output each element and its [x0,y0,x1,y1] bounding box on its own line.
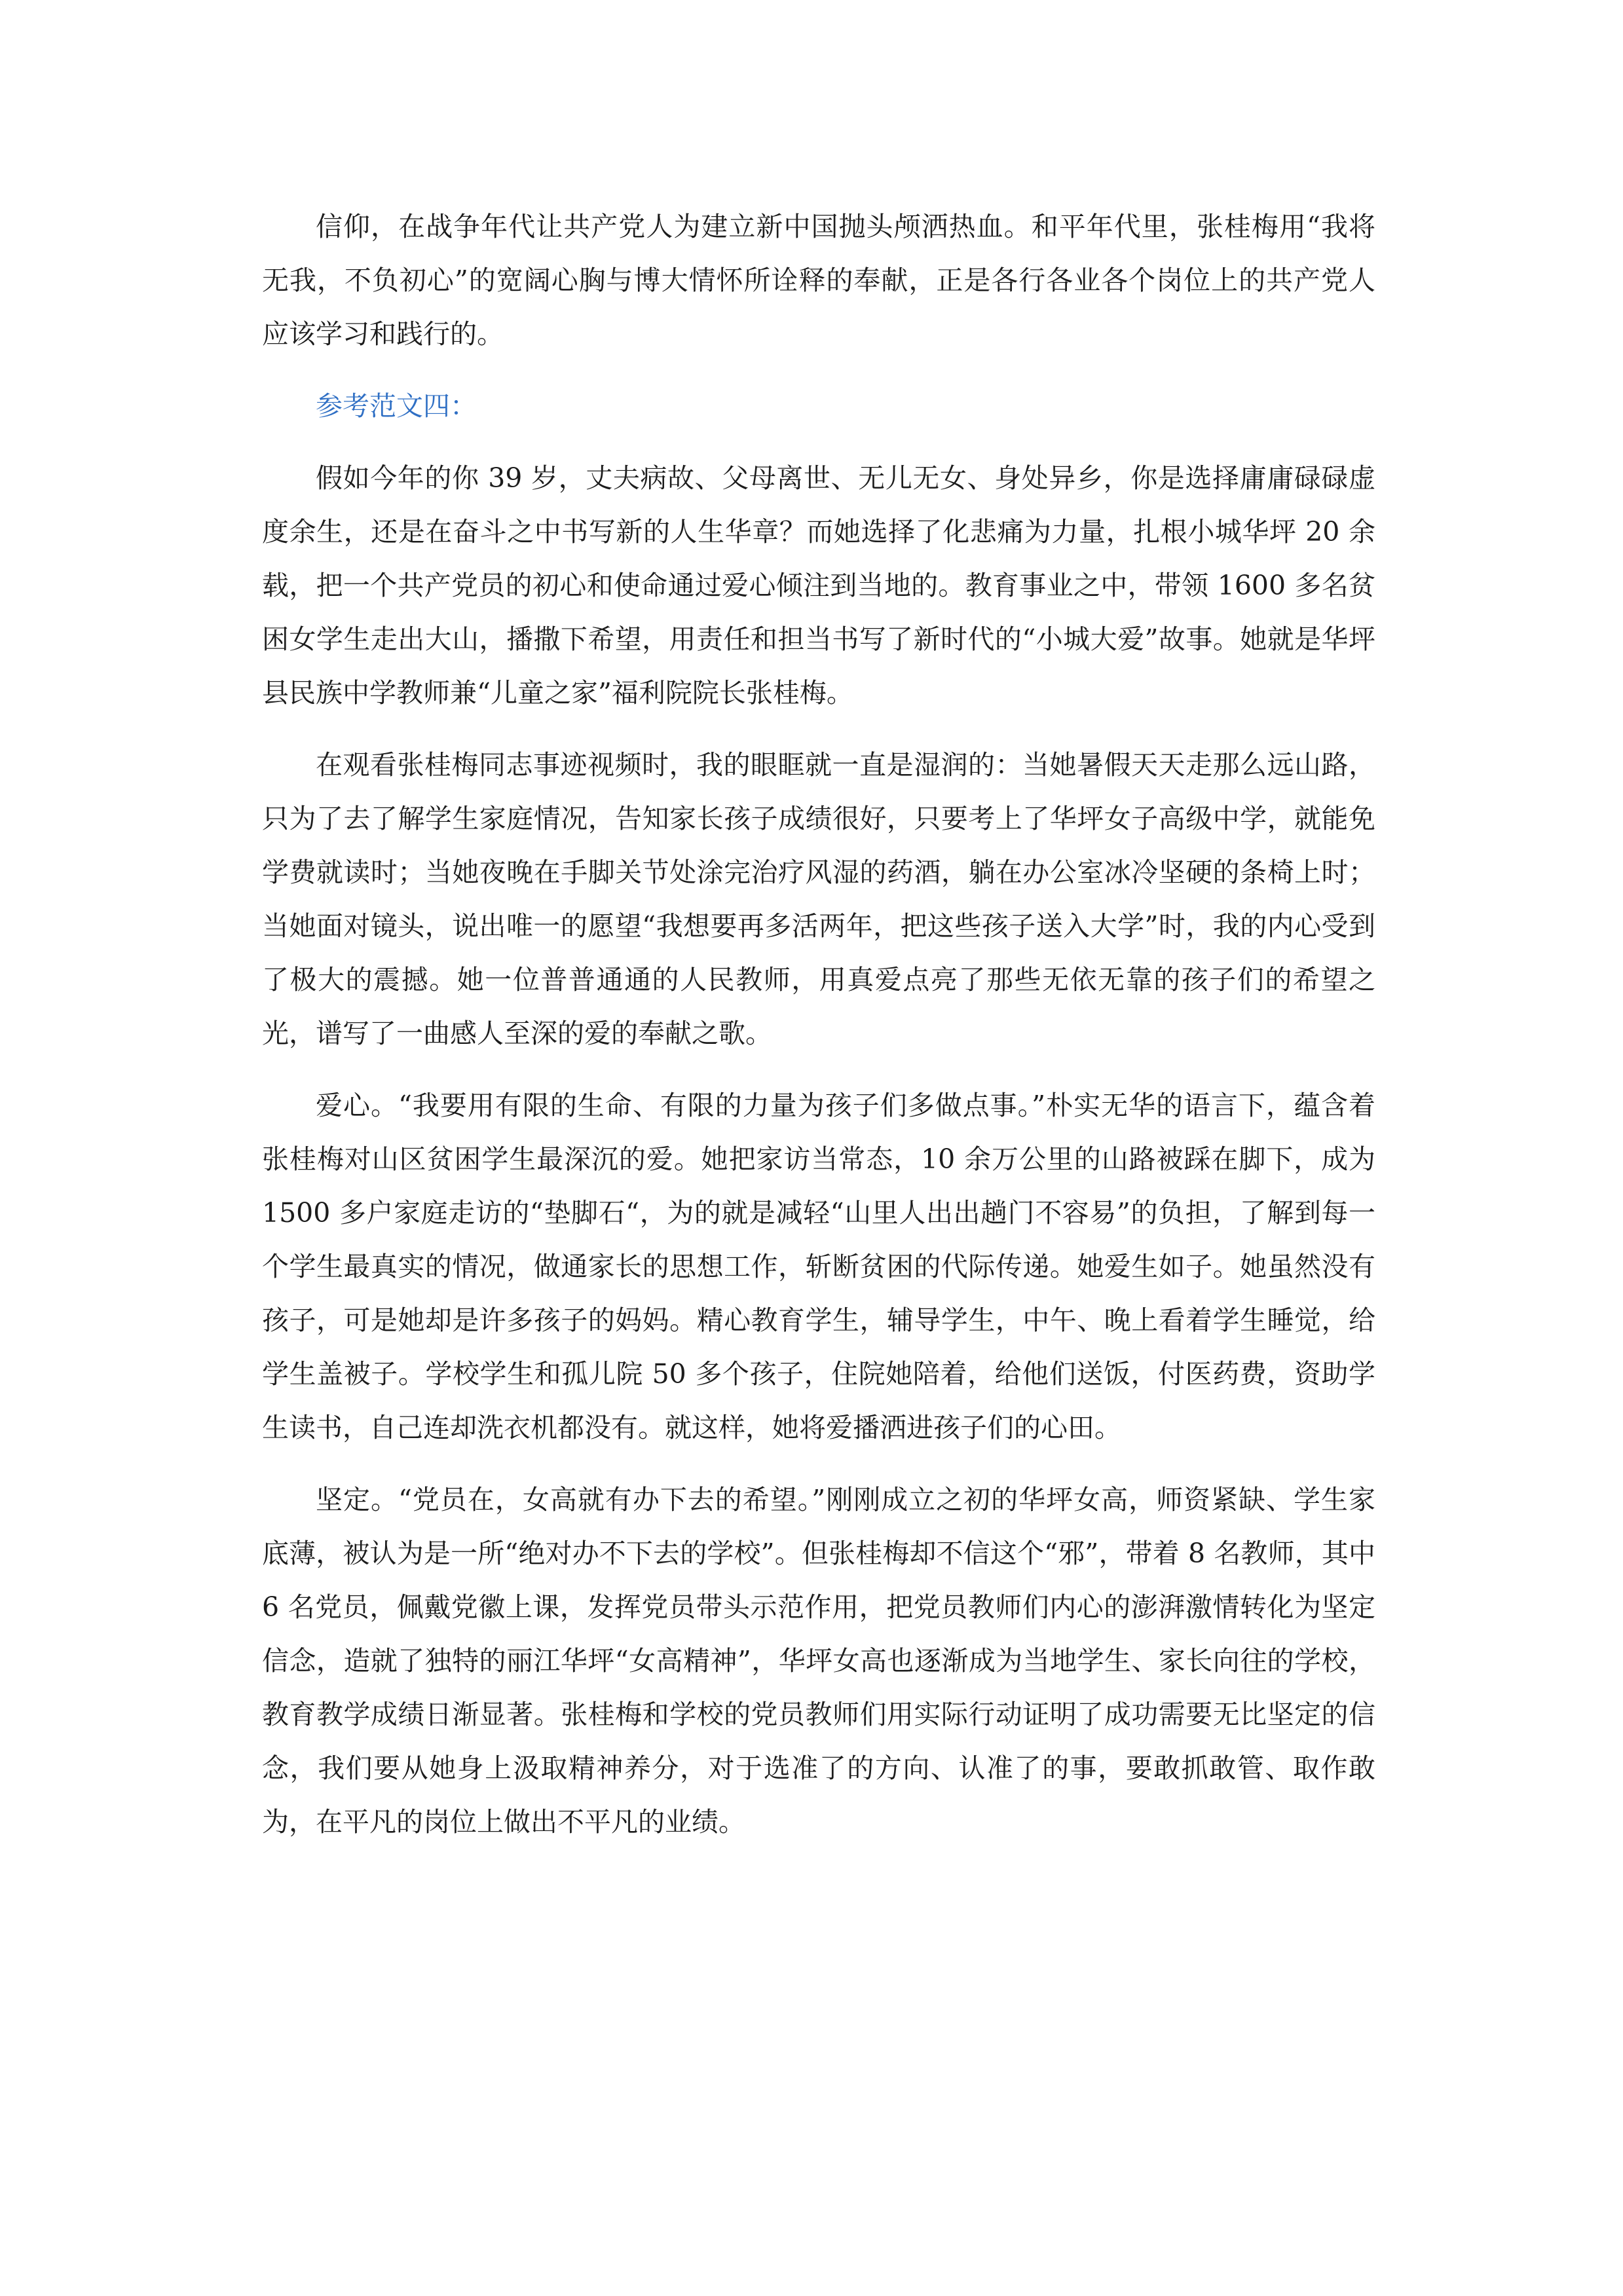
section-heading: 参考范文四： [316,390,477,422]
paragraph-faith: 信仰，在战争年代让共产党人为建立新中国抛头颅洒热血。和平年代里，张桂梅用“我将无我，不负初心”的宽阔心胸与博大情怀所诠释的奉献，正是各行各业各个岗位上的共产党人应该学习和践行的。 [262,211,1375,350]
paragraph-video: 在观看张桂梅同志事迹视频时，我的眼眶就一直是湿润的：当她暑假天天走那么远山路，只为了去了解学生家庭情况，告知家长孩子成绩很好，只要考上了华坪女子高级中学，就能免学费就读时；当她夜晚在手脚关节处涂完治疗风湿的药酒，躺在办公室冰冷坚硬的条椅上时；当她面对镜头，说出唯一的愿望“我想要再多活两年，把这些孩子送入大学”时，我的内心受到了极大的震撼。她一位普普通通的人民教师，用真爱点亮了那些无依无靠的孩子们的希望之光，谱写了一曲感人至深的爱的奉献之歌。 [262,749,1375,1049]
paragraph-firm: 坚定。“党员在，女高就有办下去的希望。”刚刚成立之初的华坪女高，师资紧缺、学生家底薄，被认为是一所“绝对办不下去的学校”。但张桂梅却不信这个“邪”，带着 8 名教师，其中 6 名党员，佩戴党徽上课，发挥党员带头示范作用，把党员教师们内心的澎湃激情转化为坚定信念，造就了独特的丽江华坪“女高精神”，华坪女高也逐渐成为当地学生、家长向往的学校，教育教学成绩日渐显著。张桂梅和学校的党员教师们用实际行动证明了成功需要无比坚定的信念，我们要从她身上汲取精神养分，对于选准了的方向、认准了的事，要敢抓敢管、取作敢为，在平凡的岗位上做出不平凡的业绩。 [262,1484,1375,1838]
paragraph-love: 爱心。“我要用有限的生命、有限的力量为孩子们多做点事。”朴实无华的语言下，蕴含着张桂梅对山区贫困学生最深沉的爱。她把家访当常态，10 余万公里的山路被踩在脚下，成为 1500 多户家庭走访的“垫脚石“，为的就是减轻“山里人出出趟门不容易”的负担，了解到每一个学生最真实的情况，做通家长的思想工作，斩断贫困的代际传递。她爱生如子。她虽然没有孩子，可是她却是许多孩子的妈妈。精心教育学生，辅导学生，中午、晚上看着学生睡觉，给学生盖被子。学校学生和孤儿院 50 多个孩子，住院她陪着，给他们送饭，付医药费，资助学生读书，自己连却洗衣机都没有。就这样，她将爱播洒进孩子们的心田。 [262,1090,1375,1443]
document-body [262,200,1375,1867]
paragraph-intro: 假如今年的你 39 岁，丈夫病故、父母离世、无儿无女、身处异乡，你是选择庸庸碌碌虚度余生，还是在奋斗之中书写新的人生华章？而她选择了化悲痛为力量，扎根小城华坪 20 余载，把一个共产党员的初心和使命通过爱心倾注到当地的。教育事业之中，带领 1600 多名贫困女学生走出大山，播撒下希望，用责任和担当书写了新时代的“小城大爱”故事。她就是华坪县民族中学教师兼“儿童之家”福利院院长张桂梅。 [262,462,1375,709]
